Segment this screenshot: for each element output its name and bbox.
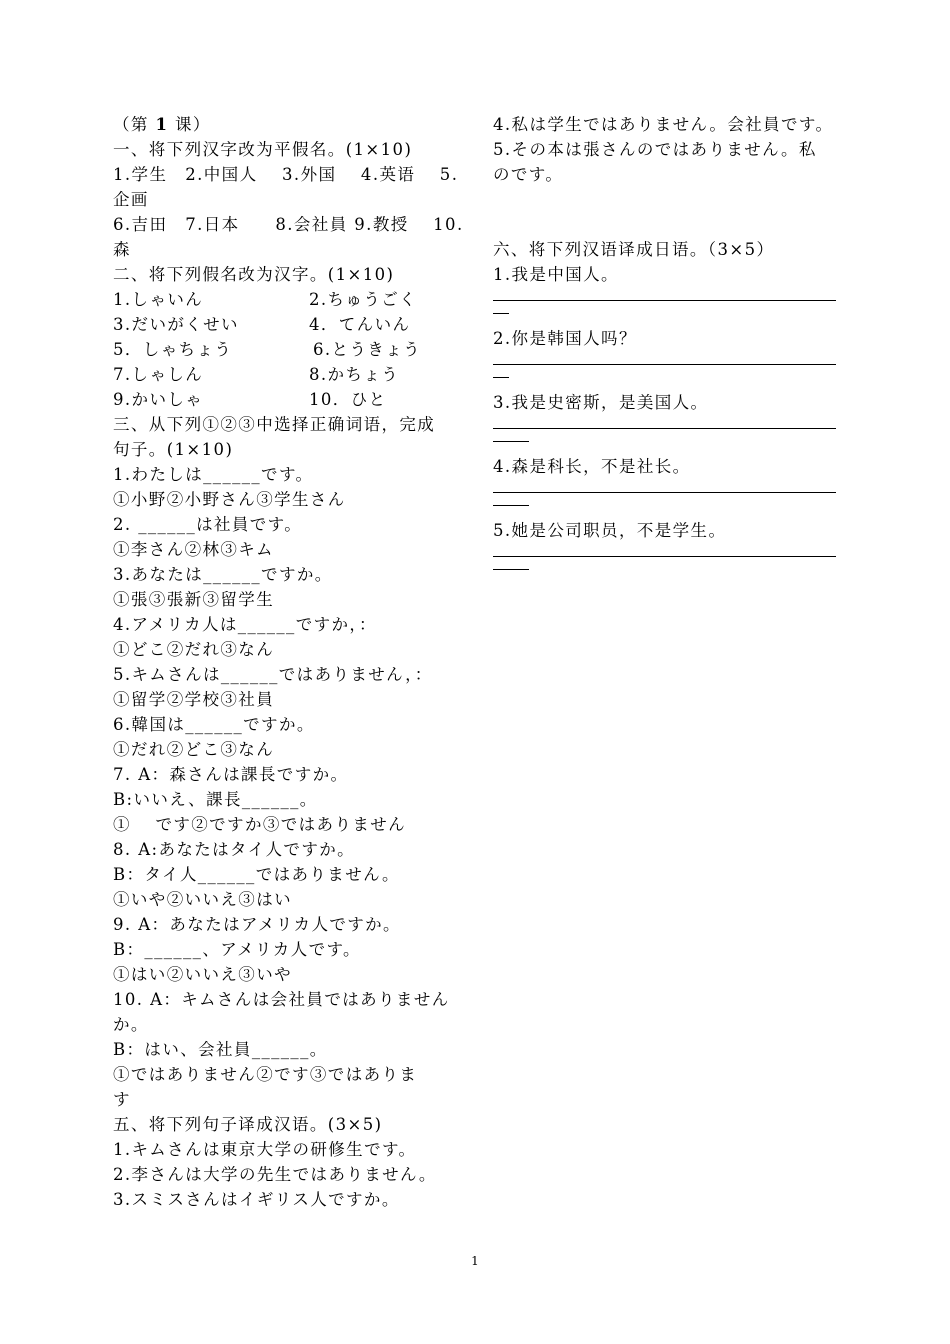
option-line: ①張③張新③留学生	[113, 590, 275, 609]
sentence-line: 1.キムさんは東京大学の研修生です。	[113, 1140, 417, 1159]
sentence-line: 3.スミスさんはイギリス人ですか。	[113, 1190, 400, 1209]
section-1-line: 1.学生 2.中国人 3.外国 4.英语 5.	[113, 165, 459, 184]
page-number: 1	[471, 1254, 479, 1268]
sentence-line: 4.私は学生ではありません。会社員です。	[493, 115, 834, 134]
section-2-title: 二、将下列假名改为汉字。(1×10)	[113, 265, 395, 284]
question-line: 2. ______は社員です。	[113, 515, 303, 534]
section-2-row: 5．しゃちょう 6.とうきょう	[113, 340, 422, 359]
question-line: 6.韓国は______ですか。	[113, 715, 315, 734]
sentence-line: 2.李さんは大学の先生ではありません。	[113, 1165, 437, 1184]
option-line: ① です②ですか③ではありません	[113, 815, 407, 834]
section-1-line: 6.吉田 7.日本 8.会社員 9.教授 10.	[113, 215, 464, 234]
question-line: 10. A：キムさんは会社員ではありません	[113, 990, 450, 1009]
answer-line-tail	[493, 557, 843, 582]
question-line: 9. A：あなたはアメリカ人ですか。	[113, 915, 401, 934]
section-3-title: 三、从下列①②③中选择正确词语，完成	[113, 415, 436, 434]
section-2-row: 9.かいしゃ 10．ひと	[113, 390, 387, 409]
section-5-title: 五、将下列句子译成汉语。(3×5)	[113, 1115, 383, 1134]
section-2-row: 7.しゃしん 8.かちょう	[113, 365, 400, 384]
answer-line-tail	[493, 301, 843, 326]
left-column	[113, 112, 467, 1212]
answer-line-tail	[493, 493, 843, 518]
question-line: 1.わたしは______です。	[113, 465, 314, 484]
section-6-title: 六、将下列汉语译成日语。（3×5）	[493, 240, 775, 259]
option-line: ①李さん②林③キム	[113, 540, 274, 559]
option-line: ①ではありません②です③ではありま	[113, 1065, 418, 1084]
section-3-title: 句子。(1×10)	[113, 440, 234, 459]
option-line: す	[113, 1090, 131, 1109]
sentence-line: 5.その本は張さんのではありません。私	[493, 140, 817, 159]
option-line: ①いや②いいえ③はい	[113, 890, 292, 909]
option-line: ①どこ②だれ③なん	[113, 640, 275, 659]
question-line: B：______、アメリカ人です。	[113, 940, 361, 959]
question-line: 5.キムさんは______ではありません，：	[113, 665, 433, 684]
sentence-line: のです。	[493, 165, 564, 184]
section-1-line: 企画	[113, 190, 149, 209]
translation-item: 2.你是韩国人吗？	[493, 329, 637, 348]
option-line: ①小野②小野さん③学生さん	[113, 490, 346, 509]
lesson-heading: （第 1 课）	[113, 115, 211, 134]
right-column	[493, 112, 843, 582]
translation-item: 1.我是中国人。	[493, 265, 619, 284]
answer-line-tail	[493, 365, 843, 390]
option-line: ①だれ②どこ③なん	[113, 740, 275, 759]
answer-line-tail	[493, 429, 843, 454]
question-line: 4.アメリカ人は______ですか，：	[113, 615, 377, 634]
question-line: 8. A:あなたはタイ人ですか。	[113, 840, 356, 859]
option-line: ①留学②学校③社員	[113, 690, 275, 709]
question-line: か。	[113, 1015, 149, 1034]
question-line: 7. A：森さんは課長ですか。	[113, 765, 349, 784]
question-line: 3.あなたは______ですか。	[113, 565, 333, 584]
option-line: ①はい②いいえ③いや	[113, 965, 292, 984]
translation-item: 3.我是史密斯，是美国人。	[493, 393, 709, 412]
section-2-row: 1.しゃいん 2.ちゅうごく	[113, 290, 418, 309]
section-2-row: 3.だいがくせい 4．てんいん	[113, 315, 411, 334]
translation-item: 5.她是公司职员，不是学生。	[493, 521, 727, 540]
question-line: B：タイ人______ではありません。	[113, 865, 400, 884]
question-line: B：はい、会社員______。	[113, 1040, 328, 1059]
section-1-line: 森	[113, 240, 131, 259]
translation-item: 4.森是科长，不是社长。	[493, 457, 691, 476]
section-1-title: 一、将下列汉字改为平假名。(1×10)	[113, 140, 413, 159]
question-line: B:いいえ、課長______。	[113, 790, 318, 809]
